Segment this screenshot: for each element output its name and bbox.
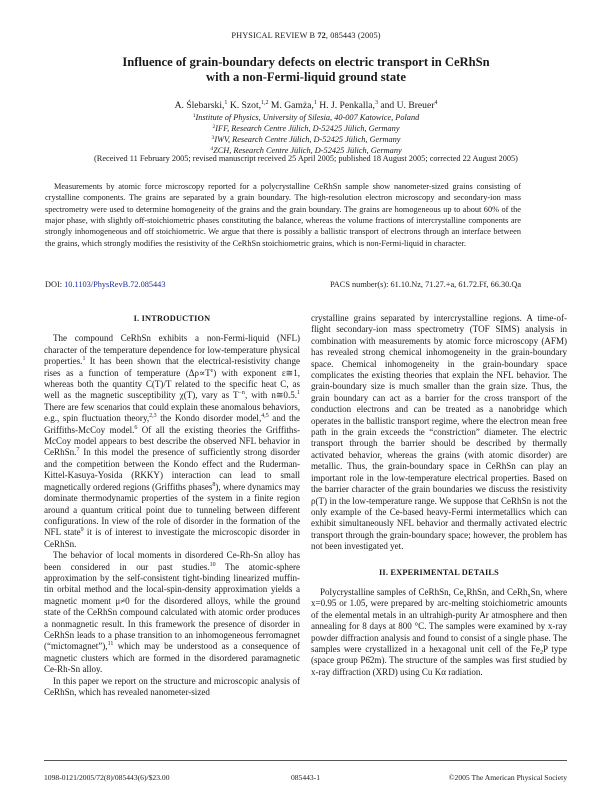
journal-volume: 72 bbox=[317, 31, 326, 40]
doi-pacs-row bbox=[45, 280, 521, 289]
article-info: , 085443 (2005) bbox=[325, 31, 381, 40]
doi-label: DOI: bbox=[45, 280, 65, 289]
footer-issn: 1098-0121/2005/72(8)/085443(6)/$23.00 bbox=[44, 773, 170, 782]
affiliations bbox=[0, 112, 612, 156]
affiliation: $^2$IFF, Research Centre Jülich, D-52425 Jülich, Germany bbox=[212, 124, 400, 133]
pacs-numbers: PACS number(s): 61.10.Nz, 71.27.+a, 61.72.Ff, 66.30.Qa bbox=[329, 280, 521, 289]
page-number: 085443-1 bbox=[290, 773, 321, 782]
received-dates: (Received 11 February 2005; revised manuscript received 25 April 2005; published 18 August 2005; corrected 22 August 2005) bbox=[94, 154, 518, 163]
experimental-paragraph: Polycrystalline samples of CeRhSn, $Ce_xRhSn$, and CeRh$_x$Sn, where x=0.95 or 1.05, were prepared by arc-melting stoichiometric amounts of the elemental metals in an ultrahigh-purity Ar atmosphere and then annealing for 8 days at 800 °C. The samples were examined by x-ray powder diffraction analysis and found to consist of a single phase. The samples were crystallized in a hexagonal unit cell of the $Fe_2P$ type (space group P6̄2m). The structure of the samples was first studied by x-ray diffraction (XRD) using Cu Kα radiation. bbox=[311, 586, 567, 677]
right-column bbox=[311, 313, 567, 678]
title-line-2: with a non-Fermi-liquid ground state bbox=[206, 70, 406, 84]
journal-header bbox=[0, 31, 612, 40]
left-column bbox=[44, 313, 300, 698]
title-line-1: Influence of grain-boundary defects on electric transport in CeRhSn bbox=[122, 55, 490, 69]
affiliation: $^4$ZCH, Research Centre Jülich, D-52425 Jülich, Germany bbox=[210, 146, 402, 155]
copyright: ©2005 The American Physical Society bbox=[448, 773, 567, 782]
author: H. J. Penkalla,$^3$ bbox=[319, 100, 378, 111]
intro-paragraph-3-continued: crystalline grains separated by intercrystalline regions. A time-of-flight secondary-ion mass spectrometry (TOF SIMS) analysis in combination with measurements by atomic force microscopy (AFM) has revealed strong chemical inhomogeneity in the grain-boundary space. Chemical inhomogeneity in the grain-boundary space complicates the existing theories that explain the NFL behavior. The grain-boundary size is much smaller than the grain size. Thus, the grain boundary can act as a barrier for the cross transport of the conduction electrons and can be treated as a nanobridge which operates in the ballistic transport regime, where the electron mean free path in the grain exceeds the “constriction” diameter. The electric transport through the barrier should be described by thermally activated behavior, whereas the grains (with atomic disorder) are metallic. Thus, the grain-boundary space in CeRhSn can play an important role in the low-temperature electrical properties. Based on the barrier character of the grain boundaries we discuss the resistivity ρ(T) in the low-temperature range. We suppose that CeRhSn is not the only example of the Ce-based heavy-Fermi intermetallics which can exhibit simultaneously NFL behavior and thermally activated electric transport through the grain-boundary space; however, the problem has not been investigated yet. bbox=[311, 313, 567, 552]
abstract: Measurements by atomic force microscopy reported for a polycrystalline CeRhSn sample show nanometer-sized grains consisting of crystalline components. The grains are separated by a grain boundary. The high-resolution electron microscopy and secondary-ion mass spectrometry were used to determine homogeneity of the grains and the grain boundary. The grains are homogeneous up to about 60% of the major phase, with slightly off-stoichiometric phases constituting the balance, whereas the volume fractions of intercrystalline components are strongly inhomogeneous and off stoichiometric. We argue that there is possibly a ballistic transport of electrons through an interface between the grains, which strongly modifies the resistivity of the CeRhSn stoichiometric grains, which is non-Fermi-liquid in character. bbox=[45, 182, 521, 248]
section-heading-experimental: II. EXPERIMENTAL DETAILS bbox=[379, 567, 499, 577]
journal-name: PHYSICAL REVIEW B bbox=[231, 31, 316, 40]
author-list bbox=[0, 100, 612, 111]
footer-divider bbox=[44, 760, 567, 761]
affiliation: $^1$Institute of Physics, University of Silesia, 40-007 Katowice, Poland bbox=[192, 113, 420, 122]
section-heading-introduction: I. INTRODUCTION bbox=[133, 314, 211, 323]
author: M. Gamża,$^1$ bbox=[270, 100, 317, 111]
intro-paragraph-1: The compound CeRhSn exhibits a non-Fermi-liquid (NFL) character of the temperature dependence for low-temperature physical properties.$^1$ It has been shown that the electrical-resistivity change rises as a function of temperature $(\Delta\rho\propto T^\varepsilon)$ with exponent ε≅1, whereas both the quantity C(T)/T related to the specific heat C, as well as the magnetic susceptibility χ(T), vary as $T^{-n}$, with n≅0.5.$^1$ There are few scenarios that could explain these anomalous behaviors, e.g., spin fluctuation theory,$^{2,3}$ the Kondo disorder model,$^{4,5}$ and the Griffiths-McCoy model.$^6$ Of all the existing theories the Griffiths-McCoy model appears to best describe the observed NFL behavior in CeRhSn.$^7$ In this model the presence of sufficiently strong disorder and the competition between the Kondo effect and the Ruderman-Kittel-Kasuya-Yosida (RKKY) interaction can lead to small magnetically ordered regions (Griffiths phases$^8$), where dynamics may dominate thermodynamic properties of the system in a finite region around a quantum critical point due to tunneling between different configurations. In view of the role of disorder in the formation of the NFL state$^9$ it is of interest to investigate the microscopic disorder in CeRhSn. bbox=[44, 333, 301, 549]
affiliation: $^3$IWV, Research Centre Jülich, D-52425 Jülich, Germany bbox=[211, 135, 401, 144]
intro-paragraph-3: In this paper we report on the structure and microscopic analysis of CeRhSn, which has revealed nanometer-sized bbox=[44, 675, 300, 697]
paper-title bbox=[0, 55, 612, 85]
author: A. Ślebarski,$^1$ bbox=[174, 100, 228, 111]
doi-link[interactable]: 10.1103/PhysRevB.72.085443 bbox=[64, 280, 166, 289]
author: K. Szot,$^{1,2}$ bbox=[229, 100, 269, 111]
author: and U. Breuer$^4$ bbox=[380, 100, 438, 111]
intro-paragraph-2: The behavior of local moments in disordered Ce-Rh-Sn alloy has been considered in our past studies.$^{10}$ The atomic-sphere approximation by the self-consistent tight-binding linearized muffin-tin orbital method and the local-spin-density approximation yields a magnetic moment μ≠0 for the disordered alloys, while the ground state of the CeRhSn compound calculated with atomic order produces a nonmagnetic result. In this framework the presence of disorder in CeRhSn leads to a phase transition to an inhomogeneous ferromagnet (“mictomagnet”),$^{11}$ which may be understood as a consequence of magnetic clusters which are formed in the disordered paramagnetic Ce-Rh-Sn alloy. bbox=[44, 550, 300, 675]
